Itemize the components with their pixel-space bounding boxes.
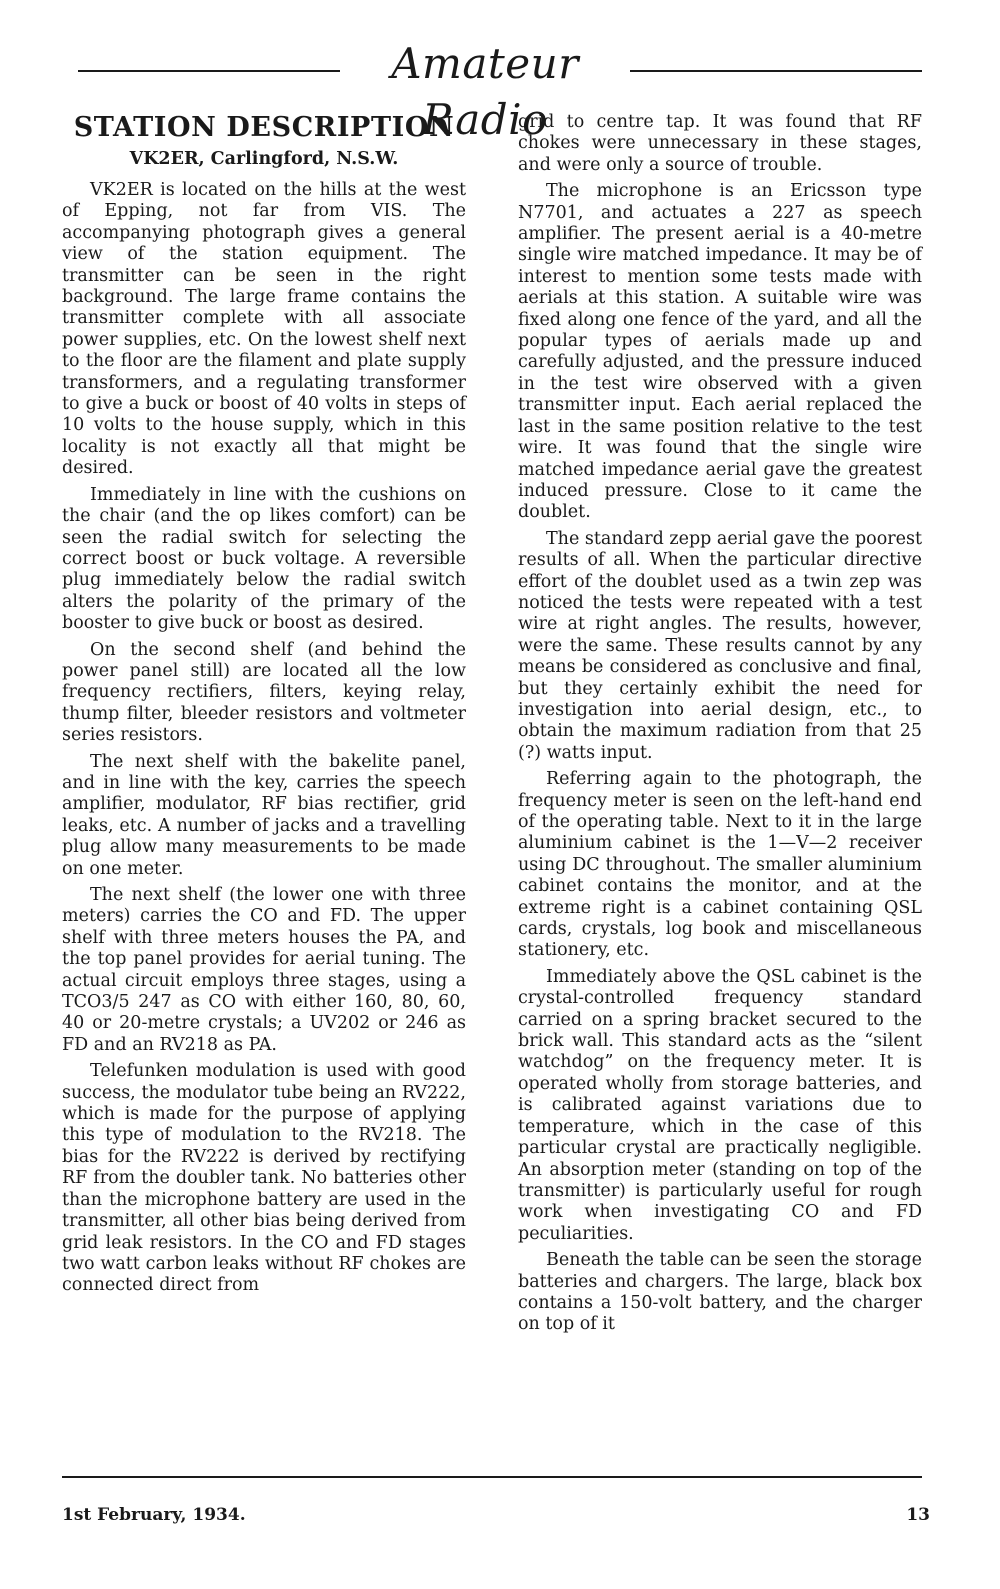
footer-date: 1st February, 1934.: [62, 1505, 246, 1525]
masthead-rule-right: [630, 70, 922, 72]
article-title: STATION DESCRIPTION: [73, 112, 455, 143]
paragraph-continuation: grid to centre tap. It was found that RF chokes were unnecessary in these stages, and were only a source of trouble.: [518, 112, 922, 175]
page-number: 13: [906, 1505, 930, 1525]
paragraph: The standard zepp aerial gave the poorest results of all. When the particular directive effort of the doublet used as a twin zep was noticed the tests were repeated with a test wire at right angles. The results, however, were the same. These results cannot by any means be considered as conclusive and final, but they certainly exhibit the need for investigation into aerial design, etc., to obtain the maximum radiation from that 25 (?) watts input.: [518, 528, 922, 763]
paragraph: Referring again to the photograph, the frequency meter is seen on the left-hand end of the operating table. Next to it in the large aluminium cabinet is the 1—V—2 receiver using DC throughout. The smaller aluminium cabinet contains the monitor, and at the extreme right is a cabinet containing QSL cards, crystals, log book and miscellaneous stationery, etc.: [518, 769, 922, 961]
left-column: [62, 112, 466, 1302]
paragraph: The microphone is an Ericsson type N7701, and actuates a 227 as speech amplifier. The present aerial is a 40-metre single wire matched impedance. It may be of interest to mention some tests made with aerials at this station. A suitable wire was fixed along one fence of the yard, and all the popular types of aerials made up and carefully adjusted, and the pressure induced in the test wire observed with a given transmitter input. Each aerial replaced the last in the same position relative to the test wire. It was found that the single wire matched impedance aerial gave the greatest induced pressure. Close to it came the doublet.: [518, 181, 922, 523]
article-subtitle: VK2ER, Carlingford, N.S.W.: [129, 149, 399, 169]
paragraph: VK2ER is located on the hills at the west of Epping, not far from VIS. The accompanying photograph gives a general view of the station equipment. The transmitter can be seen in the right background. The large frame contains the transmitter complete with all associate power supplies, etc. On the lowest shelf next to the floor are the filament and plate supply transformers, and a regulating transformer to give a buck or boost of 40 volts in steps of 10 volts to the house supply, which in this locality is not exactly all that might be desired.: [62, 180, 466, 479]
paragraph: Telefunken modulation is used with good success, the modulator tube being an RV222, which is made for the purpose of applying this type of modulation to the RV218. The bias for the RV222 is derived by rectifying RF from the doubler tank. No batteries other than the microphone battery are used in the transmitter, all other bias being derived from grid leak resistors. In the CO and FD stages two watt carbon leaks without RF chokes are connected direct from: [62, 1061, 466, 1296]
right-column: [518, 112, 922, 1341]
paragraph: Immediately in line with the cushions on the chair (and the op likes comfort) can be seen the radial switch for selecting the correct boost or buck voltage. A reversible plug immediately below the radial switch alters the polarity of the primary of the booster to give buck or boost as desired.: [62, 484, 466, 634]
paragraph: Immediately above the QSL cabinet is the crystal-controlled frequency standard carried on a spring bracket secured to the brick wall. This standard acts as the “silent watchdog” on the frequency meter. It is operated wholly from storage batteries, and is calibrated against variations due to temperature, which in the case of this particular crystal are practically negligible. An absorption meter (standing on top of the transmitter) is particularly useful for rough work when investigating CO and FD peculiarities.: [518, 966, 922, 1244]
paragraph: The next shelf with the bakelite panel, and in line with the key, carries the speech amplifier, modulator, RF bias rectifier, grid leaks, etc. A number of jacks and a travelling plug allow many measurements to be made on one meter.: [62, 751, 466, 879]
masthead-title: Amateur Radio: [391, 39, 579, 144]
paragraph: The next shelf (the lower one with three meters) carries the CO and FD. The upper shelf with three meters houses the PA, and the top panel provides for aerial tuning. The actual circuit employs three stages, using a TCO3/5 247 as CO with either 160, 80, 60, 40 or 20-metre crystals; a UV202 or 246 as FD and an RV218 as PA.: [62, 885, 466, 1055]
paragraph: On the second shelf (and behind the power panel still) are located all the low frequency rectifiers, filters, keying relay, thump filter, bleeder resistors and voltmeter series resistors.: [62, 639, 466, 746]
footer-rule: [62, 1476, 922, 1478]
paragraph: Beneath the table can be seen the storage batteries and chargers. The large, black box contains a 150-volt battery, and the charger on top of it: [518, 1250, 922, 1335]
masthead-rule-left: [78, 70, 340, 72]
